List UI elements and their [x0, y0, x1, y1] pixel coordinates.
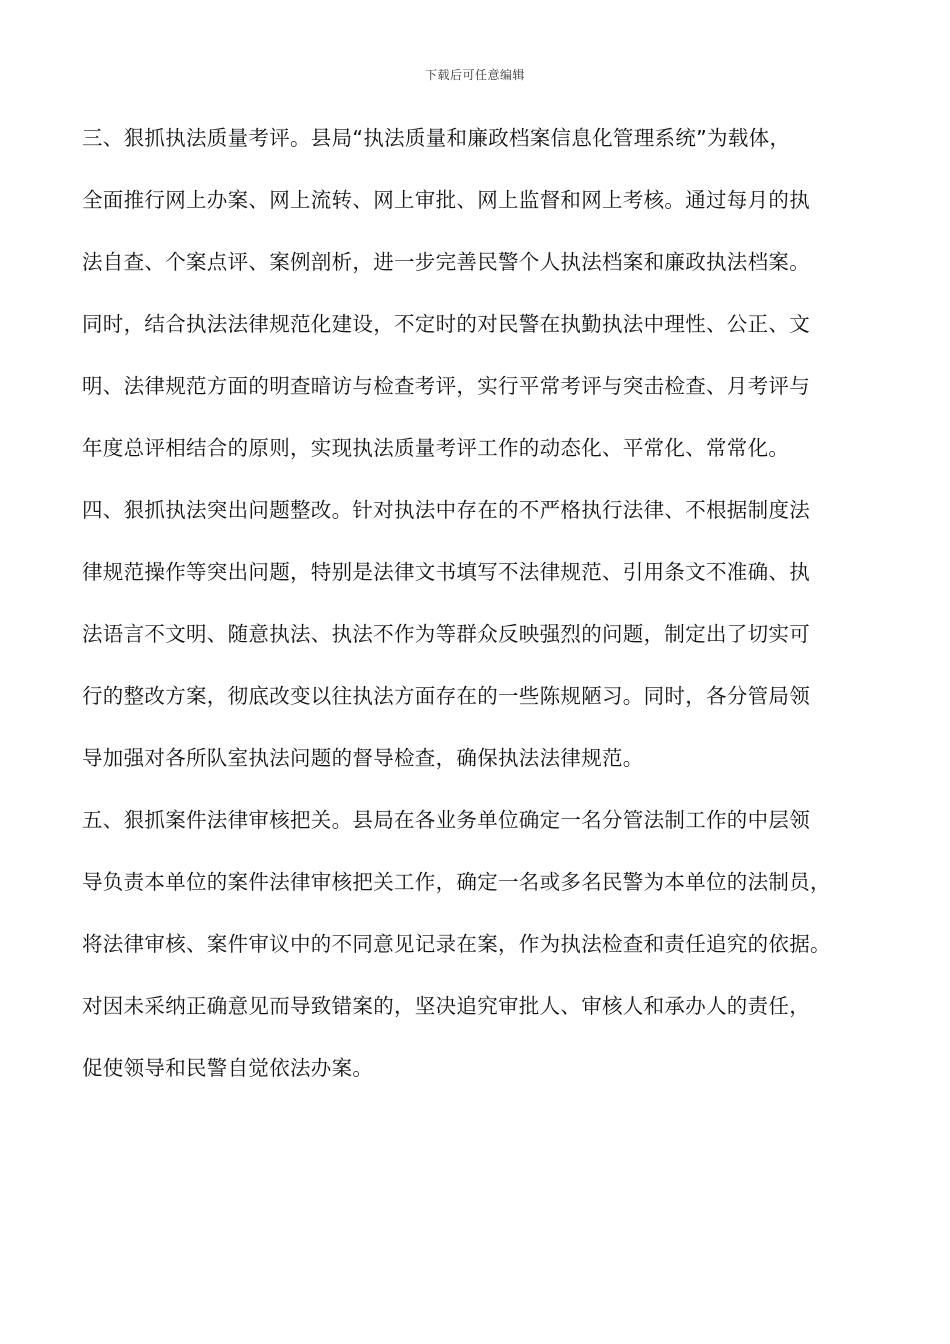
text-line: 三、狠抓执法质量考评。县局“执法质量和廉政档案信息化管理系统”为载体， — [82, 126, 791, 150]
text-line: 全面推行网上办案、网上流转、网上审批、网上监督和网上考核。通过每月的执 — [82, 188, 810, 212]
text-line: 导负责本单位的案件法律审核把关工作，确定一名或多名民警为本单位的法制员， — [82, 870, 831, 894]
page-header-note: 下载后可任意编辑 — [424, 68, 525, 82]
text-line: 明、法律规范方面的明查暗访与检查考评，实行平常考评与突击检查、月考评与 — [82, 374, 810, 398]
text-line: 四、狠抓执法突出问题整改。针对执法中存在的不严格执行法律、不根据制度法 — [82, 498, 810, 522]
document-body — [82, 118, 872, 1110]
paragraph-4-problem-rectification — [82, 490, 872, 800]
text-line: 将法律审核、案件审议中的不同意见记录在案，作为执法检查和责任追究的依据。 — [82, 932, 831, 956]
text-line: 对因未采纳正确意见而导致错案的，坚决追究审批人、审核人和承办人的责任， — [82, 994, 810, 1018]
text-line: 年度总评相结合的原则，实现执法质量考评工作的动态化、平常化、常常化。 — [82, 436, 790, 460]
text-line: 五、狠抓案件法律审核把关。县局在各业务单位确定一名分管法制工作的中层领 — [82, 808, 810, 832]
text-line: 法语言不文明、随意执法、执法不作为等群众反映强烈的问题，制定出了切实可 — [82, 622, 810, 646]
text-line: 行的整改方案，彻底改变以往执法方面存在的一些陈规陋习。同时，各分管局领 — [82, 684, 810, 708]
text-line: 法自查、个案点评、案例剖析，进一步完善民警个人执法档案和廉政执法档案。 — [82, 250, 810, 274]
paragraph-5-legal-review — [82, 800, 872, 1110]
text-line: 促使领导和民警自觉依法办案。 — [82, 1056, 374, 1080]
paragraph-3-quality-review — [82, 118, 872, 490]
text-line: 同时，结合执法法律规范化建设，不定时的对民警在执勤执法中理性、公正、文 — [82, 312, 810, 336]
text-line: 律规范操作等突出问题，特别是法律文书填写不法律规范、引用条文不准确、执 — [82, 560, 810, 584]
text-line: 导加强对各所队室执法问题的督导检查，确保执法法律规范。 — [82, 746, 644, 770]
